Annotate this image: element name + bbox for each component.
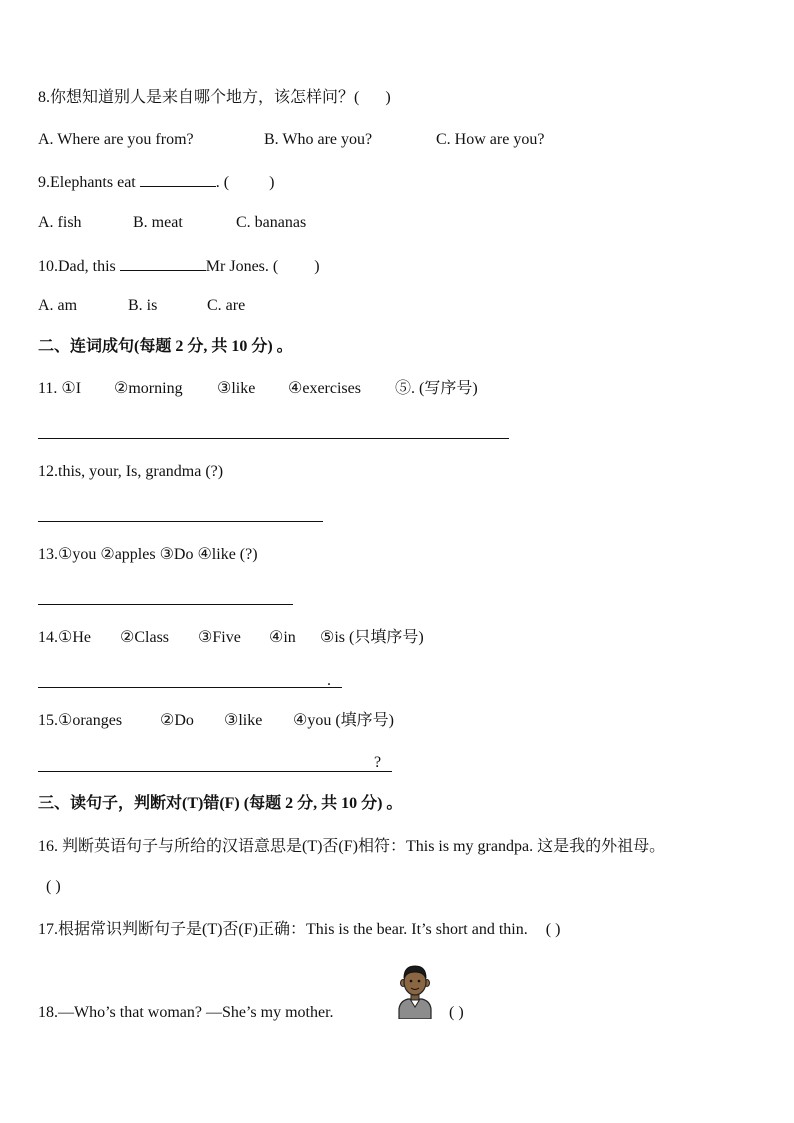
question-9-stem: 9.Elephants eat . ( ) [38,170,274,194]
question-9-options [38,212,306,234]
q14-end-mark: . [327,672,331,689]
q8-option-a[interactable]: A. Where are you from? [38,131,194,148]
section-3-title: 三、读句子，判断对(T)错(F) (每题 2 分, 共 10 分) 。 [38,795,403,812]
question-11-words: 11. ①I ②morning ③like ④exercises ⑤. (写序号) [38,380,478,397]
q18-answer-paren[interactable]: ( ) [449,1004,464,1021]
q14-answer-line[interactable] [38,687,342,688]
q12-answer-line[interactable] [38,521,323,522]
question-17-text: 17.根据常识判断句子是(T)否(F)正确：This is the bear. It’s short and thin. ( ) [38,921,561,938]
question-14-words: 14.①He ②Class ③Five ④in ⑤is (只填序号) [38,629,424,646]
q9-option-b[interactable]: B. meat [133,214,183,231]
q10-answer-blank[interactable] [120,254,206,271]
q13-answer-line[interactable] [38,604,293,605]
q9-answer-blank[interactable] [140,170,216,187]
question-10-options [38,295,245,317]
question-8-stem: 8.你想知道别人是来自哪个地方，该怎样问？( ) [38,89,391,106]
question-18-text: 18.—Who’s that woman? —She’s my mother. [38,1004,334,1021]
q17-answer-paren[interactable]: ( ) [545,921,561,938]
question-12-words: 12.this, your, Is, grandma (?) [38,463,224,480]
man-avatar-icon [396,963,434,1019]
question-16-text: 16. 判断英语句子与所给的汉语意思是(T)否(F)相符：This is my grandpa. 这是我的外祖母。 [38,838,666,855]
q11-answer-line[interactable] [38,438,509,439]
q15-answer-line[interactable] [38,771,392,772]
q8-option-c[interactable]: C. How are you? [436,131,545,148]
q15-end-mark: ? [374,754,382,771]
q10-option-c[interactable]: C. are [207,297,246,314]
question-15-words: 15.①oranges ②Do ③like ④you (填序号) [38,712,395,729]
q10-option-a[interactable]: A. am [38,297,78,314]
question-13-words: 13.①you ②apples ③Do ④like (?) [38,546,258,563]
q9-option-c[interactable]: C. bananas [236,214,307,231]
question-8-options [38,129,544,151]
q16-answer-paren[interactable]: ( ) [46,878,61,895]
q9-option-a[interactable]: A. fish [38,214,82,231]
q10-option-b[interactable]: B. is [128,297,158,314]
q8-option-b[interactable]: B. Who are you? [264,131,373,148]
question-10-stem: 10.Dad, this Mr Jones. ( ) [38,254,320,278]
section-2-title: 二、连词成句(每题 2 分, 共 10 分) 。 [38,338,293,355]
